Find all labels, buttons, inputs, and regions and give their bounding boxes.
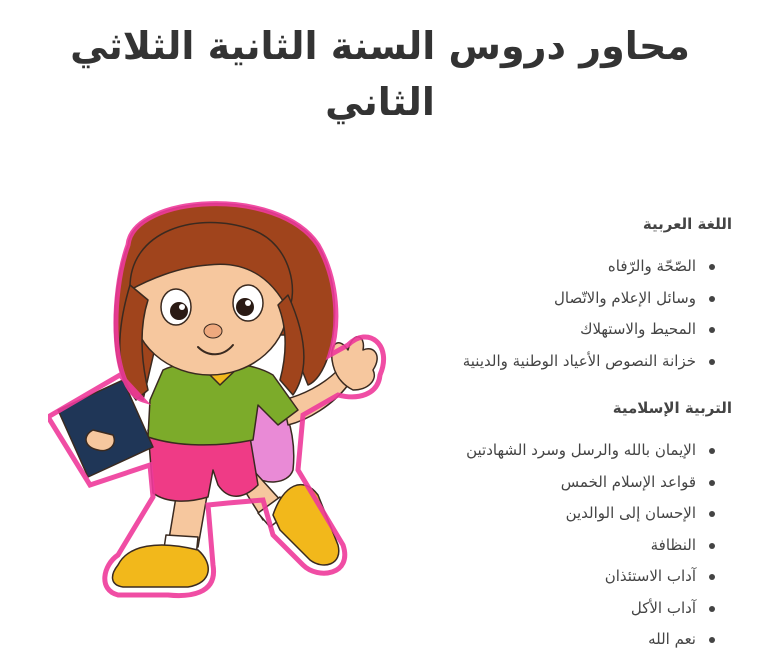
section-heading-islamic: التربية الإسلامية (612, 399, 732, 417)
list-item-label: المحيط والاستهلاك (580, 320, 696, 338)
list-item-label: وسائل الإعلام والاتّصال (554, 288, 696, 307)
schoolgirl-illustration (48, 185, 393, 605)
list-item (402, 502, 732, 534)
bullet-icon (709, 511, 715, 517)
bullet-icon (709, 327, 715, 333)
list-item-label: الإيمان بالله والرسل وسرد الشهادتين (466, 441, 696, 459)
bullet-icon (709, 606, 715, 612)
list-item (402, 287, 732, 319)
list-item (402, 255, 732, 287)
list-item (402, 565, 732, 597)
lesson-topics (402, 213, 732, 670)
schoolgirl-waving-illustration (48, 185, 393, 605)
list-item-label: النظافة (650, 535, 696, 554)
list-item (402, 597, 732, 629)
list-item-label: نعم الله (648, 630, 696, 648)
islamic-topics-list (402, 439, 732, 660)
bullet-icon (709, 543, 715, 549)
bullet-icon (709, 574, 715, 580)
list-item-label: الصّحّة والرّفاه (607, 257, 696, 275)
section-heading-arabic: اللغة العربية (642, 215, 732, 233)
bullet-icon (709, 264, 715, 270)
list-item-label: خزانة النصوص الأعياد الوطنية والدينية (462, 351, 696, 370)
list-item (402, 318, 732, 350)
page-title: محاور دروس السنة الثانية الثلاثي الثاني (70, 24, 690, 124)
list-item (402, 534, 732, 566)
list-item-label: الإحسان إلى الوالدين (565, 504, 696, 522)
list-item-label: آداب الاستئذان (604, 567, 696, 585)
list-item-label: قواعد الإسلام الخمس (560, 472, 696, 491)
list-item (402, 350, 732, 382)
list-item (402, 471, 732, 503)
bullet-icon (709, 359, 715, 365)
list-item (402, 628, 732, 660)
bullet-icon (709, 637, 715, 643)
bullet-icon (709, 480, 715, 486)
list-item (402, 439, 732, 471)
bullet-icon (709, 296, 715, 302)
arabic-topics-list (402, 255, 732, 381)
bullet-icon (709, 448, 715, 454)
list-item-label: آداب الأكل (630, 598, 696, 617)
